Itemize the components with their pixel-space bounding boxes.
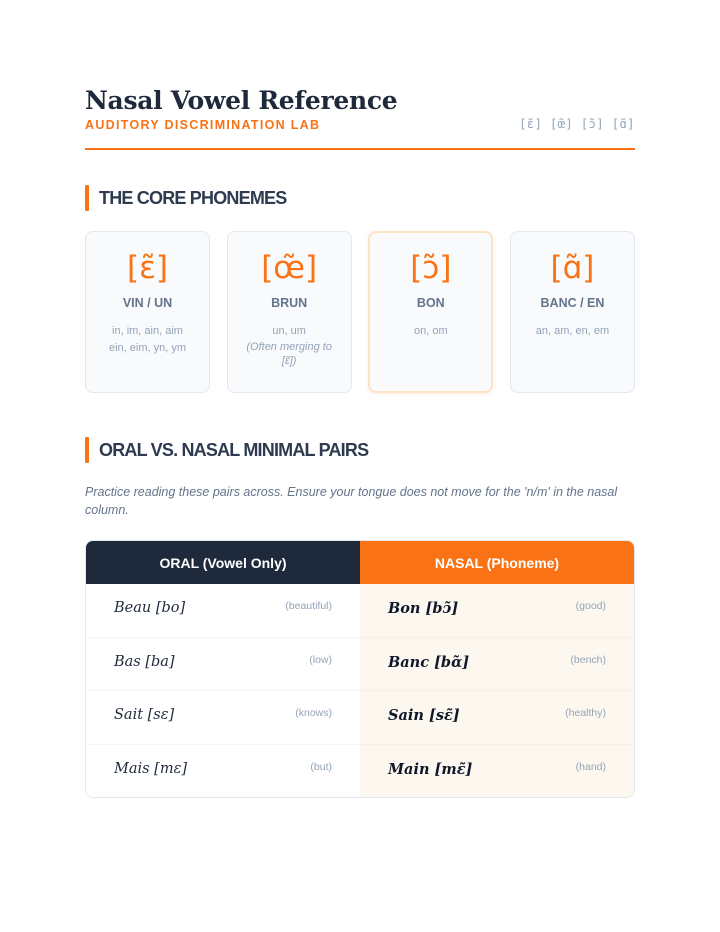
oral-word: Mais [mɛ] <box>114 760 188 777</box>
table-row <box>86 584 360 638</box>
oral-column <box>86 541 360 797</box>
phoneme-ipa: [œ̃] <box>261 250 318 286</box>
spellings-line: un, um <box>272 325 306 337</box>
table-row <box>360 745 634 799</box>
spellings-line: ein, eim, yn, ym <box>108 342 187 354</box>
spellings-line: in, im, ain, aim <box>112 325 183 337</box>
section-title-core: THE CORE PHONEMES <box>99 187 287 208</box>
oral-word: Beau [bo] <box>114 600 186 616</box>
spellings-line: an, am, en, em <box>535 325 610 337</box>
phoneme-card-brun <box>227 231 352 393</box>
phoneme-ipa: [ɑ̃] <box>550 250 595 286</box>
nasal-column <box>360 541 634 797</box>
page-header <box>85 86 635 132</box>
oral-column-header: ORAL (Vowel Only) <box>86 541 360 584</box>
word-gloss: (low) <box>309 653 332 666</box>
oral-word: Sait [sɛ] <box>114 707 175 723</box>
phoneme-name: VIN / UN <box>122 296 173 310</box>
section-heading-core <box>85 185 635 211</box>
nasal-word: Banc [bɑ̃] <box>388 653 470 671</box>
table-row <box>360 638 634 692</box>
header-divider <box>85 148 635 150</box>
section-title-pairs: ORAL VS. NASAL MINIMAL PAIRS <box>99 439 369 460</box>
table-row <box>360 691 634 745</box>
phoneme-name: BRUN <box>271 296 308 310</box>
section-heading-pairs <box>85 437 635 463</box>
phoneme-cards <box>85 231 635 395</box>
practice-instructions: Practice reading these pairs across. Ensure your tongue does not move for the 'n/m' in the nasal column. <box>85 485 618 517</box>
section-accent-bar <box>85 185 89 211</box>
nasal-word: Main [mɛ̃] <box>388 760 473 778</box>
minimal-pairs-table <box>85 540 635 798</box>
word-gloss: (beautiful) <box>285 600 332 612</box>
header-ipa-strip: [ɛ̃] [œ̃] [ɔ̃] [ɑ̃] <box>519 117 635 131</box>
phoneme-name: BON <box>416 296 445 310</box>
word-gloss: (hand) <box>575 760 606 773</box>
page-title: Nasal Vowel Reference <box>85 86 398 115</box>
phoneme-name: BANC / EN <box>540 296 605 310</box>
oral-word: Bas [ba] <box>114 653 175 670</box>
word-gloss: (but) <box>310 760 332 773</box>
page-subtitle: AUDITORY DISCRIMINATION LAB <box>85 118 321 132</box>
phoneme-spellings <box>511 323 634 340</box>
table-row <box>86 745 360 799</box>
word-gloss: (good) <box>575 600 606 612</box>
table-row <box>360 584 634 638</box>
phoneme-card-banc <box>510 231 635 393</box>
phoneme-note: (Often merging to [ɛ̃]) <box>246 341 332 367</box>
word-gloss: (knows) <box>295 707 332 719</box>
phoneme-spellings <box>228 323 351 340</box>
table-row <box>86 638 360 692</box>
phoneme-spellings <box>370 323 491 340</box>
nasal-column-header: NASAL (Phoneme) <box>360 541 634 584</box>
phoneme-ipa: [ɛ̃] <box>127 250 168 286</box>
spellings-line: on, om <box>413 325 448 337</box>
word-gloss: (healthy) <box>565 707 606 719</box>
word-gloss: (bench) <box>570 653 606 666</box>
phoneme-spellings <box>86 323 209 357</box>
table-row <box>86 691 360 745</box>
phoneme-card-bon <box>368 231 493 393</box>
phoneme-card-vin <box>85 231 210 393</box>
nasal-word: Sain [sɛ̃] <box>388 707 460 724</box>
nasal-word: Bon [bɔ̃] <box>388 600 459 617</box>
phoneme-ipa: [ɔ̃] <box>410 250 452 286</box>
section-accent-bar <box>85 437 89 463</box>
